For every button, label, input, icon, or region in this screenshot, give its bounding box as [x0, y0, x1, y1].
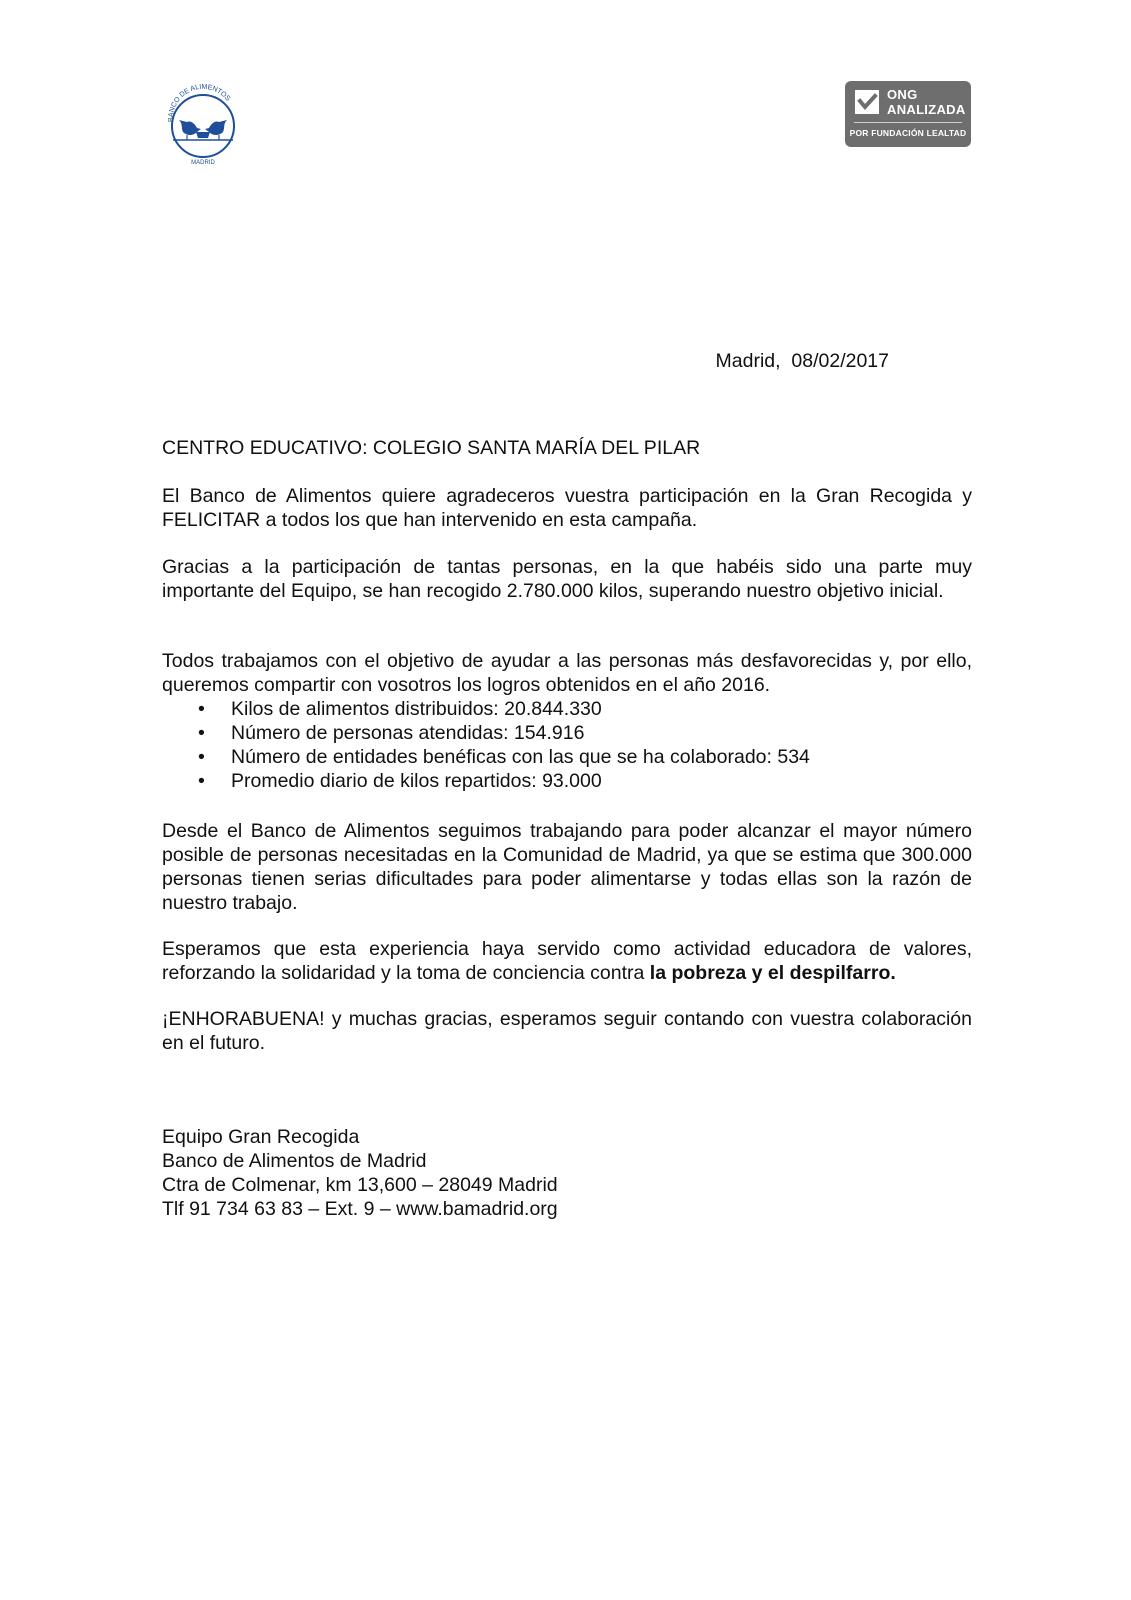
list-item: • Número de entidades benéficas con las que se ha colaborado: 534 — [198, 746, 810, 768]
paragraph-collected: Gracias a la participación de tantas personas, en la que habéis sido una parte muy importante del Equipo, se han recogido 2.780.000 kilos, superando nuestro objetivo inicial. — [162, 556, 972, 602]
paragraph-congratulations: ¡ENHORABUENA! y muchas gracias, esperamos seguir contando con vuestra colaboración en el futuro. — [162, 1008, 972, 1054]
signature-team: Equipo Gran Recogida — [162, 1126, 360, 1148]
paragraph-mission: Desde el Banco de Alimentos seguimos trabajando para poder alcanzar el mayor número posible de personas necesitadas en la Comunidad de Madrid, ya que se estima que 300.000 personas tienen serias dificultades para poder alimentarse y todas ellas son la razón de nuestro trabajo. — [162, 820, 972, 914]
list-item: • Promedio diario de kilos repartidos: 93.000 — [198, 770, 602, 792]
bullet-icon: • — [198, 770, 205, 792]
badge-line-analizada: ANALIZADA — [887, 102, 966, 117]
bullet-icon: • — [198, 746, 205, 768]
svg-text:MADRID: MADRID — [191, 160, 215, 166]
badge-divider — [854, 122, 962, 123]
signature-block — [162, 1125, 972, 1221]
paragraph-values: Esperamos que esta experiencia haya servido como actividad educadora de valores, reforzando la solidaridad y la toma de conciencia contra la pobreza y el despilfarro. — [162, 938, 972, 984]
list-item: • Número de personas atendidas: 154.916 — [198, 722, 585, 744]
checkbox-check-icon — [854, 89, 880, 115]
badge-subtitle: POR FUNDACIÓN LEALTAD — [849, 128, 967, 138]
achievements-section — [162, 649, 972, 793]
badge-line-ong: ONG — [887, 87, 918, 102]
bullet-icon: • — [198, 698, 205, 720]
birds-bowl-icon — [163, 80, 243, 166]
list-item: • Kilos de alimentos distribuidos: 20.844.330 — [198, 698, 602, 720]
letter-date: Madrid, 08/02/2017 — [715, 350, 889, 372]
signature-organization: Banco de Alimentos de Madrid — [162, 1150, 427, 1172]
emphasis-text: la pobreza y el despilfarro. — [649, 962, 896, 984]
paragraph-thanks: El Banco de Alimentos quiere agradeceros vuestra participación en la Gran Recogida y FELICITAR a todos los que han intervenido en esta campaña. — [162, 485, 972, 531]
bullet-icon: • — [198, 722, 205, 744]
banco-alimentos-logo — [163, 80, 243, 166]
signature-address: Ctra de Colmenar, km 13,600 – 28049 Madrid — [162, 1174, 558, 1196]
svg-text:BANCO DE ALIMENTOS: BANCO DE ALIMENTOS — [167, 83, 232, 123]
recipient-line: CENTRO EDUCATIVO: COLEGIO SANTA MARÍA DEL PILAR — [162, 437, 701, 459]
signature-contact: Tlf 91 734 63 83 – Ext. 9 – www.bamadrid.org — [162, 1198, 558, 1220]
ong-analizada-badge — [845, 81, 971, 147]
achievements-list — [162, 697, 972, 793]
paragraph-achievements-intro: Todos trabajamos con el objetivo de ayudar a las personas más desfavorecidas y, por ello, queremos compartir con vosotros los logros obtenidos en el año 2016. — [162, 650, 972, 696]
